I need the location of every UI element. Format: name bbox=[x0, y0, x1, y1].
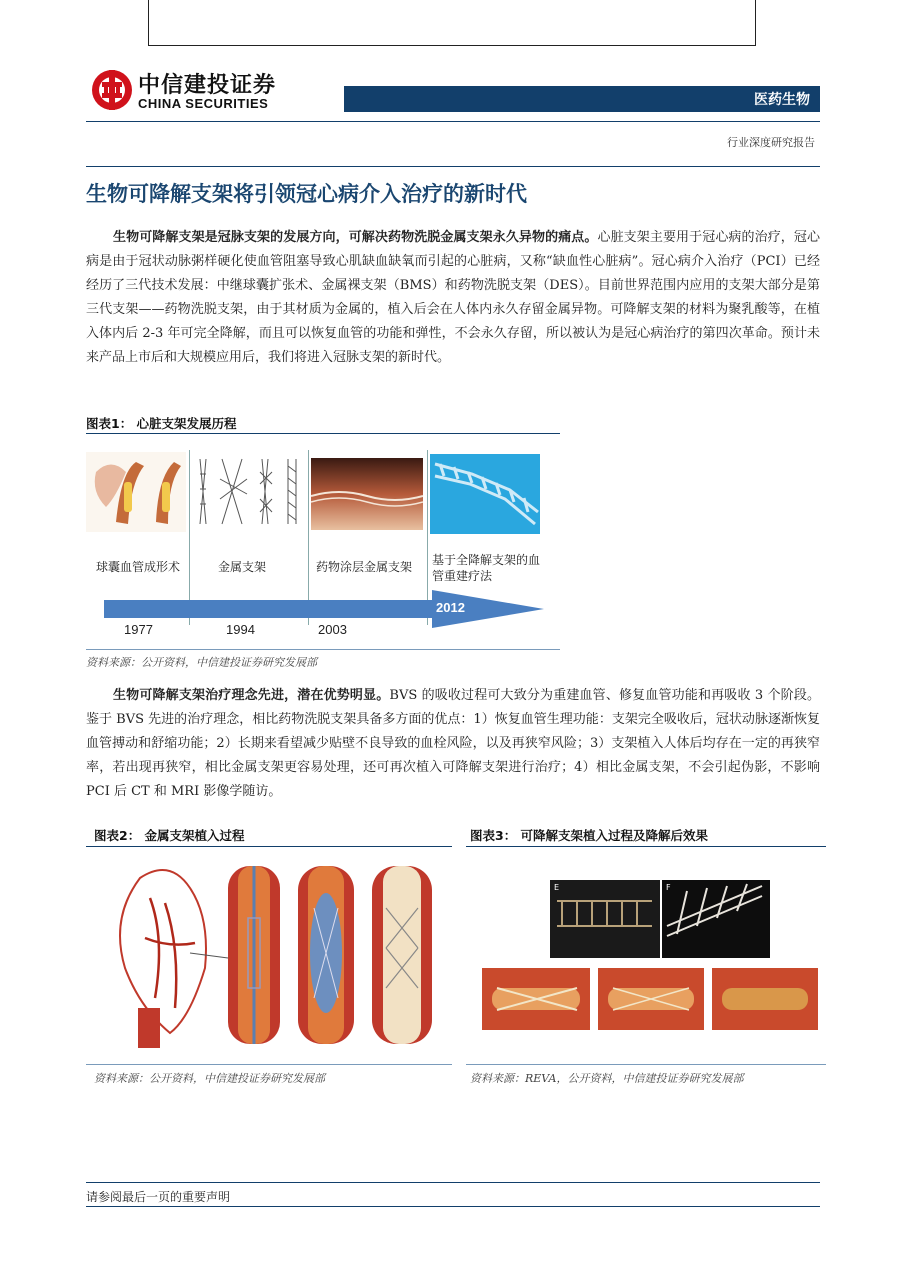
year-label: 2012 bbox=[436, 600, 465, 615]
panel-label: E bbox=[554, 883, 560, 892]
company-logo bbox=[90, 66, 290, 116]
fig1-timeline bbox=[86, 440, 556, 640]
footer-disclaimer: 请参阅最后一页的重要声明 bbox=[86, 1190, 231, 1204]
sector-tag: 医药生物 bbox=[754, 92, 810, 108]
paragraph-2-lead: 生物可降解支架治疗理念先进，潜在优势明显。 bbox=[113, 688, 390, 703]
stage-label: 基于全降解支架的血管重建疗法 bbox=[432, 553, 541, 583]
logo-english-name: CHINA SECURITIES bbox=[138, 96, 269, 111]
stage-label: 球囊血管成形术 bbox=[96, 560, 181, 574]
fig2-top-rule bbox=[86, 846, 452, 847]
paragraph-1-lead: 生物可降解支架是冠脉支架的发展方向，可解决药物洗脱金属支架永久异物的痛点。 bbox=[113, 230, 598, 245]
panel-label: F bbox=[666, 883, 671, 892]
title-divider bbox=[86, 166, 820, 167]
header-divider bbox=[86, 121, 820, 122]
metal-stent-image bbox=[192, 454, 304, 532]
fig3-top-rule bbox=[466, 846, 826, 847]
paragraph-1 bbox=[86, 226, 820, 370]
fig2-source: 资料来源：公开资料，中信建投证券研究发展部 bbox=[94, 1072, 325, 1085]
paragraph-2-body: BVS 的吸收过程可大致分为重建血管、修复血管功能和再吸收 3 个阶段。鉴于 BVS 先进的治疗理念，相比药物洗脱支架具备多方面的优点：1）恢复血管生理功能：支架完全吸收后，冠状动脉逐渐恢复血管搏动和舒缩功能；2）长期来看望减少贴壁不良导致的血栓风险，以及再狭窄风险；3）支架植入人体后均存在一定的再狭窄率，若出现再狭窄，相比金属支架更容易处理，还可再次植入可降解支架进行治疗；4）相比金属支架，不会引起伪影，不影响 PCI 后 CT 和 MRI 影像学随访。 bbox=[86, 688, 820, 799]
header-frame bbox=[148, 0, 756, 46]
fig3-source: 资料来源：REVA，公开资料，中信建投证券研究发展部 bbox=[470, 1072, 744, 1085]
sector-bar bbox=[344, 86, 820, 112]
year-label: 1977 bbox=[124, 622, 153, 637]
bioresorbable-implant-image bbox=[482, 876, 822, 1036]
citic-logo-icon bbox=[90, 68, 134, 112]
fig2-title: 图表2： 金属支架植入过程 bbox=[94, 828, 245, 843]
fig1-top-rule bbox=[86, 433, 560, 434]
fig2-bottom-rule bbox=[86, 1064, 452, 1065]
fig3-bottom-rule bbox=[466, 1064, 826, 1065]
paragraph-2 bbox=[86, 684, 820, 804]
footer-bottom-rule bbox=[86, 1206, 820, 1207]
stage-label: 药物涂层金属支架 bbox=[316, 560, 413, 574]
fig1-bottom-rule bbox=[86, 649, 560, 650]
fig1-source: 资料来源：公开资料，中信建投证券研究发展部 bbox=[86, 656, 317, 669]
year-label: 2003 bbox=[318, 622, 347, 637]
metal-stent-implant-image bbox=[110, 858, 446, 1048]
paragraph-1-body: 心脏支架主要用于冠心病的治疗，冠心病是由于冠状动脉粥样硬化使血管阻塞导致心肌缺血缺氧而引起的心脏病，又称“缺血性心脏病”。冠心病介入治疗（PCI）已经经历了三代技术发展：中继球囊扩张术、金属裸支架（BMS）和药物洗脱支架（DES）。目前世界范围内应用的支架大部分是第三代支架——药物洗脱支架，由于其材质为金属的，植入后会在人体内永久存留金属异物。可降解支架的材料为聚乳酸等，在植入体内后 2-3 年可完全降解，而且可以恢复血管的功能和弹性，不会永久存留，所以被认为是冠心病治疗的第四次革命。预计未来产品上市后和大规模应用后，我们将进入冠脉支架的新时代。 bbox=[86, 230, 820, 365]
balloon-angioplasty-image bbox=[86, 452, 186, 532]
fig1-title: 图表1： 心脏支架发展历程 bbox=[86, 416, 237, 431]
drug-coated-stent-image bbox=[311, 458, 423, 530]
section-title: 生物可降解支架将引领冠心病介入治疗的新时代 bbox=[86, 182, 527, 206]
fig3-title: 图表3： 可降解支架植入过程及降解后效果 bbox=[470, 828, 709, 843]
report-type: 行业深度研究报告 bbox=[727, 136, 815, 149]
bioresorbable-scaffold-image bbox=[430, 454, 540, 534]
stage-label: 金属支架 bbox=[218, 560, 267, 574]
footer-top-rule bbox=[86, 1182, 820, 1183]
year-label: 1994 bbox=[226, 622, 255, 637]
logo-chinese-name: 中信建投证券 bbox=[138, 73, 277, 98]
